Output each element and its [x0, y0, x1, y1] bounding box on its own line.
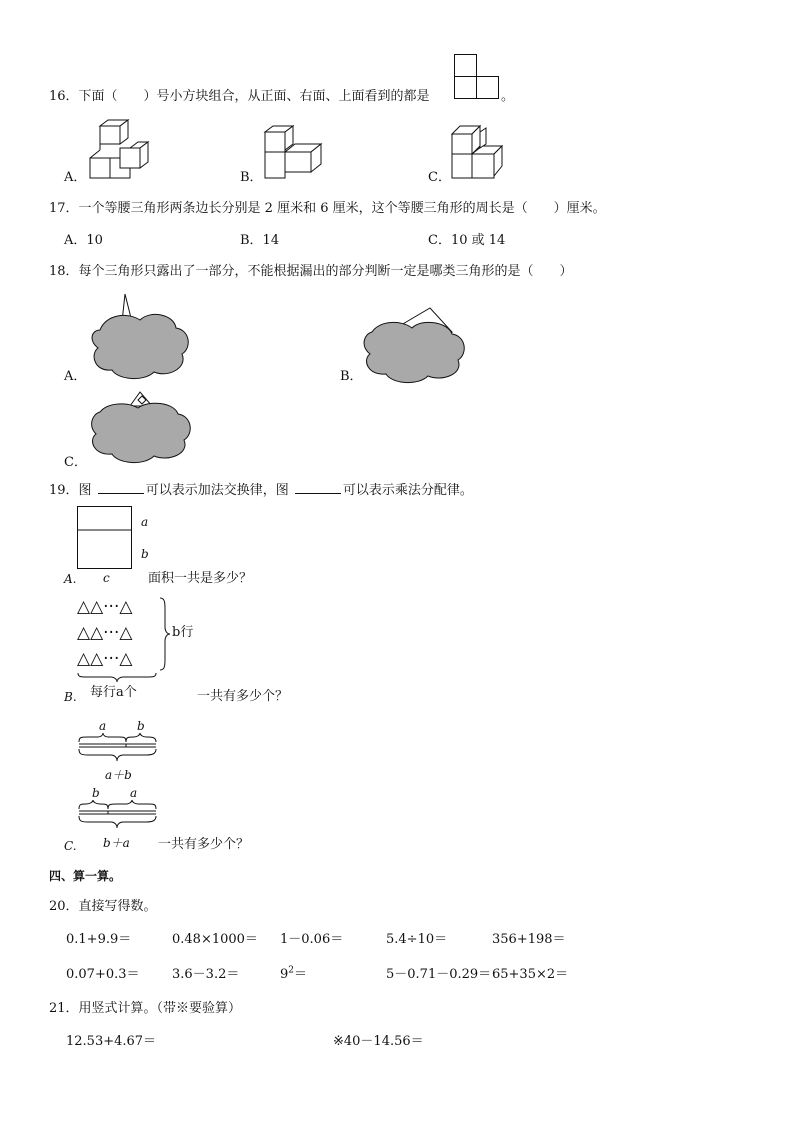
q20-r2-c2: 3.6－3.2＝	[172, 967, 240, 982]
q17-text: 17．一个等腰三角形两条边长分别是 2 厘米和 6 厘米，这个等腰三角形的周长是（ ）厘米。	[49, 201, 606, 216]
q16-option-c: C．	[428, 170, 451, 185]
q18-text: 18．每个三角形只露出了一部分，不能根据漏出的部分判断一定是哪类三角形的是（ ）	[49, 264, 573, 279]
q20-r1-c2: 0.48×1000＝	[172, 932, 258, 947]
q19-c-top1-b: b	[137, 719, 145, 733]
q19-b-brace-label: b行	[172, 625, 194, 640]
q19-b-row-1: △△···△	[77, 597, 133, 617]
q17-option-b: B．14	[240, 233, 280, 248]
q16-cubes-a	[88, 118, 152, 182]
q20-r2-c1: 0.07+0.3＝	[66, 967, 140, 982]
q20-title: 20．直接写得数。	[49, 899, 157, 914]
q17-option-a: A．10	[64, 233, 103, 248]
q16-option-a: A．	[64, 170, 87, 185]
q19-c-bottom1: a＋b	[105, 768, 132, 782]
q18-option-a: A．	[64, 369, 87, 384]
q20-r2-c4: 5－0.71－0.29＝	[386, 967, 492, 982]
q19-blank-1[interactable]	[98, 482, 144, 494]
q19-c-top2-a: a	[130, 786, 138, 800]
q19-c-diagram-2	[78, 800, 158, 832]
q19-c-top1-a: a	[99, 719, 107, 733]
q19-blank-2[interactable]	[295, 482, 341, 494]
q19-b-row-3: △△···△	[77, 649, 133, 669]
q19-a-label-c: c	[103, 571, 110, 585]
q21-item-2: ※40－14.56＝	[333, 1034, 424, 1049]
q16-end: 。	[501, 89, 515, 104]
q18-option-c: C．	[64, 455, 87, 470]
section4-title: 四、算一算。	[49, 869, 122, 883]
q17-option-c: C．10 或 14	[428, 233, 506, 248]
q21-item-1: 12.53+4.67＝	[66, 1034, 157, 1049]
q19-b-right-brace	[158, 597, 172, 671]
q19-figure-a	[77, 506, 133, 570]
q19-option-c: C.	[64, 839, 77, 853]
q19-c-question: 一共有多少个？	[158, 837, 250, 852]
q19-a-question: 面积一共是多少？	[148, 571, 253, 586]
q20-r1-c1: 0.1+9.9＝	[66, 932, 132, 947]
q16-text: 16．下面（ ）号小方块组合，从正面、右面、上面看到的都是	[49, 89, 430, 104]
q20-r2-c5: 65+35×2＝	[492, 967, 569, 982]
q19-option-a: A.	[64, 572, 77, 586]
q19-option-b: B.	[64, 690, 77, 704]
q16-cubes-b	[263, 122, 329, 184]
q19-b-row-2: △△···△	[77, 623, 133, 643]
q19-b-bottom-brace	[77, 671, 157, 683]
q16-target-view	[454, 54, 500, 100]
q18-cloud-a	[88, 292, 194, 382]
q19-c-bottom2: b＋a	[103, 836, 130, 850]
q16-option-b: B．	[240, 170, 263, 185]
q19-text: 19．图 可以表示加法交换律，图 可以表示乘法分配律。	[49, 483, 473, 498]
q18-option-b: B．	[340, 369, 363, 384]
q19-b-bottom-label: 每行a个	[90, 685, 137, 700]
q21-title: 21．用竖式计算。（带※要验算）	[49, 1001, 242, 1016]
q19-a-label-b: b	[141, 547, 149, 561]
q20-r1-c4: 5.4÷10＝	[386, 932, 448, 947]
q19-c-top2-b: b	[92, 786, 100, 800]
q20-r1-c5: 356+198＝	[492, 932, 566, 947]
q20-r1-c3: 1－0.06＝	[280, 932, 344, 947]
q18-cloud-b	[360, 306, 470, 386]
q19-c-diagram-1	[78, 733, 158, 765]
q19-b-question: 一共有多少个？	[197, 689, 289, 704]
q20-r2-c3: $9^2=$	[280, 965, 308, 982]
q19-a-label-a: a	[141, 515, 149, 529]
q16-cubes-c	[450, 122, 510, 184]
q18-cloud-c	[88, 390, 194, 470]
